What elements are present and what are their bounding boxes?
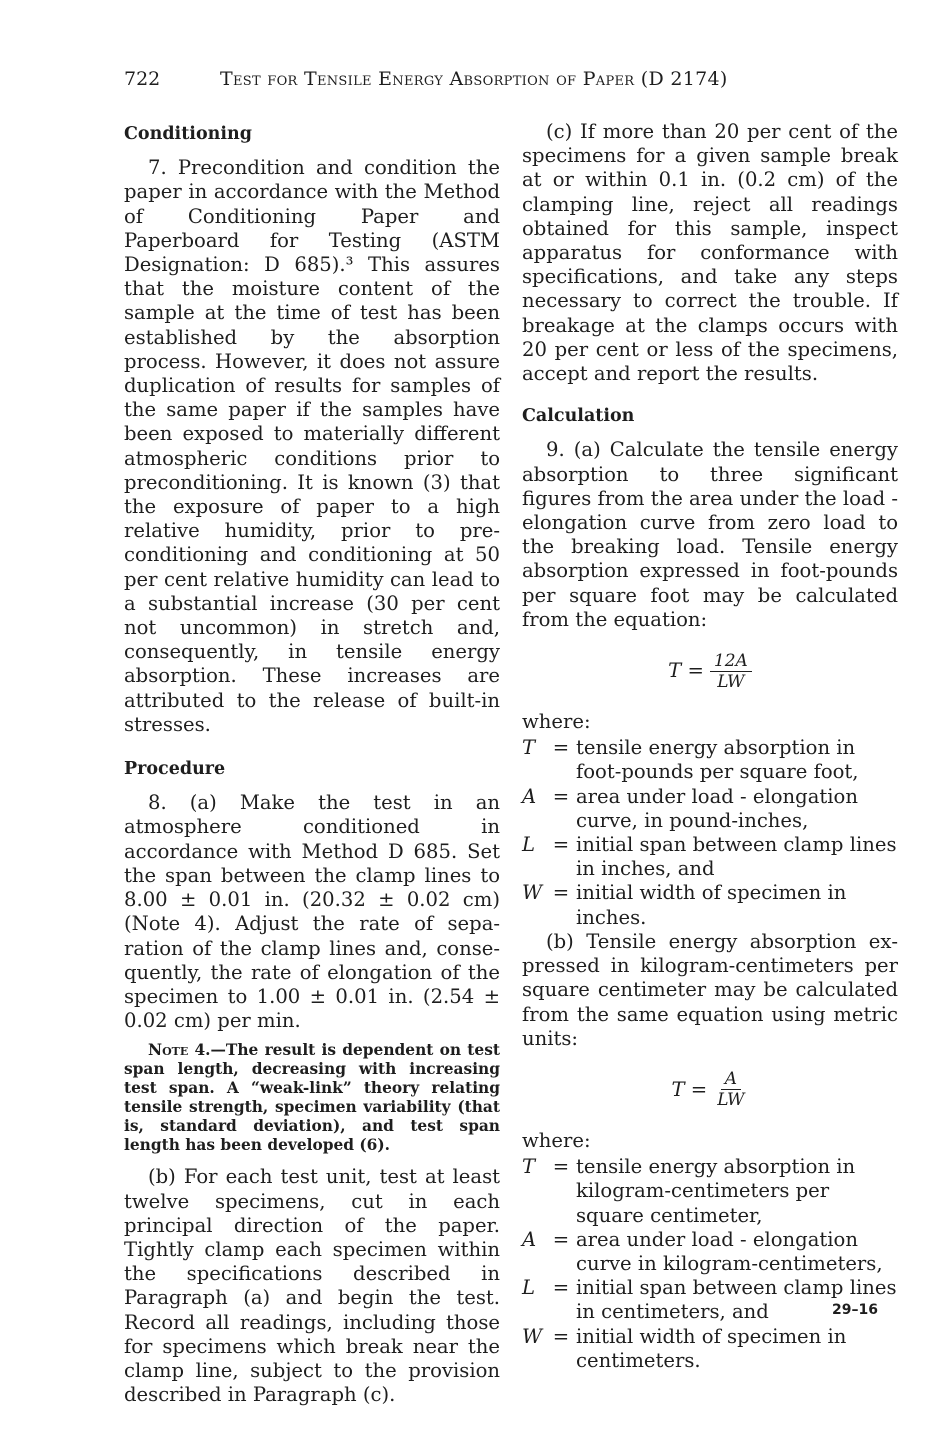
definition-text: initial width of specimen in centimeters. bbox=[576, 1324, 847, 1372]
running-title: Test for Tensile Energy Absorption of Paper (D 2174) bbox=[220, 68, 728, 90]
equation-lhs: T = bbox=[668, 658, 704, 682]
definition-item bbox=[522, 785, 898, 833]
fraction-numerator: 12A bbox=[710, 651, 752, 672]
paragraph-8a: 8. (a) Make the test in an atmosphere conditioned in accordance with Method D 685. Set the span between the clamp lines to 8.00 ± 0.01 in. (20.32 ± 0.02 cm) (Note 4). Adjust the rate of separation of the clamp lines and, consequently, the rate of elongation of the specimen to 1.00 ± 0.01 in. (2.54 ± 0.02 cm) per min. bbox=[124, 791, 500, 1033]
paragraph-9b: (b) Tensile energy absorption expressed in kilogram-centimeters per square centimeter may be calculated from the same equation using metric units: bbox=[522, 929, 898, 1050]
fraction-denominator: LW bbox=[717, 671, 745, 692]
equals-sign: = bbox=[552, 1276, 570, 1300]
section-heading-calculation: Calculation bbox=[522, 406, 635, 427]
where-label: where: bbox=[522, 710, 591, 734]
definition-text: tensile energy absorption in kilogram-centimeters per square centimeter, bbox=[576, 1155, 856, 1227]
definition-symbol: A bbox=[522, 784, 537, 808]
definition-item bbox=[522, 881, 898, 929]
definition-text: initial width of specimen in inches. bbox=[576, 881, 847, 929]
definition-symbol: A bbox=[522, 1227, 537, 1251]
definitions-list-2 bbox=[522, 1155, 898, 1373]
definition-text: initial span between clamp lines in inches, and bbox=[576, 833, 897, 881]
page-id: 29–16 bbox=[832, 1302, 878, 1318]
equals-sign: = bbox=[552, 881, 570, 905]
fraction-numerator: A bbox=[721, 1069, 741, 1090]
equals-sign: = bbox=[552, 736, 570, 760]
definition-symbol: T bbox=[522, 736, 536, 760]
note-label: Note 4. bbox=[148, 1041, 211, 1060]
fraction-denominator: LW bbox=[717, 1090, 745, 1111]
note-text: —The result is dependent on test span length, decreasing with increasing test span. A “weak-link” theory relating tensile strength, specimen variability (that is, standard deviation), and test span length has been developed (6). bbox=[124, 1041, 500, 1155]
definition-item bbox=[522, 833, 898, 881]
equation-1 bbox=[522, 640, 898, 702]
definitions-list-1 bbox=[522, 736, 898, 930]
definition-text: area under load - elongation curve in kilogram-centimeters, bbox=[576, 1227, 883, 1275]
definition-text: tensile energy absorption in foot-pounds per square foot, bbox=[576, 736, 859, 784]
fraction bbox=[713, 1069, 748, 1110]
equals-sign: = bbox=[552, 1227, 570, 1251]
equation-2 bbox=[522, 1059, 898, 1121]
definition-item bbox=[522, 736, 898, 784]
equals-sign: = bbox=[552, 833, 570, 857]
definition-symbol: L bbox=[522, 833, 536, 857]
definition-symbol: W bbox=[522, 881, 543, 905]
definition-symbol: W bbox=[522, 1324, 543, 1348]
paragraph-8b: (b) For each test unit, test at least twelve specimens, cut in each principal direction of the paper. Tightly clamp each specimen within the specifications described in Paragraph (a) and begin the test. Record all readings, including those for specimens which break near the clamp line, subject to the provision described in Paragraph (c). bbox=[124, 1165, 500, 1407]
equation-lhs: T = bbox=[671, 1077, 708, 1101]
section-heading-procedure: Procedure bbox=[124, 759, 226, 780]
paragraph-8c: (c) If more than 20 per cent of the specimens for a given sample break at or within 0.1 in. (0.2 cm) of the clamping line, reject all readings obtained for this sample, inspect apparatus for conformance with specifications, and take any steps necessary to correct the trouble. If breakage at the clamps occurs with 20 per cent or less of the specimens, accept and report the results. bbox=[522, 120, 898, 386]
paragraph-9a: 9. (a) Calculate the tensile energy absorption to three significant figures from the area under the load - elongation curve from zero load to the breaking load. Tensile energy absorption expressed in foot-pounds per square foot may be calculated from the equation: bbox=[522, 438, 898, 631]
equals-sign: = bbox=[552, 784, 570, 808]
definition-symbol: L bbox=[522, 1276, 536, 1300]
where-label: where: bbox=[522, 1128, 591, 1152]
right-column bbox=[522, 120, 898, 1373]
definition-text: initial span between clamp lines in centimeters, and bbox=[576, 1276, 897, 1324]
section-heading-conditioning: Conditioning bbox=[124, 124, 252, 144]
equals-sign: = bbox=[552, 1324, 570, 1348]
paragraph-7: 7. Precondition and condition the paper in accordance with the Method of Conditioning Paper and Paperboard for Testing (ASTM Designation: D 685).³ This assures that the moisture content of the sample at the time of test has been established by the absorption process. However, it does not assure duplication of results for samples of the same paper if the samples have been exposed to materially different atmospheric conditions prior to preconditioning. It is known (3) that the exposure of paper to a high relative humidity, prior to preconditioning and conditioning at 50 per cent relative humidity can lead to a substantial increase (30 per cent not uncommon) in stretch and, consequently, in tensile energy absorption. These increases are attributed to the release of built-in stresses. bbox=[124, 156, 500, 736]
definition-item bbox=[522, 1228, 898, 1276]
definition-item bbox=[522, 1155, 898, 1228]
definition-symbol: T bbox=[522, 1155, 536, 1179]
page-number: 722 bbox=[124, 68, 161, 90]
definition-text: area under load - elongation curve, in pound-inches, bbox=[576, 784, 858, 832]
left-column bbox=[124, 120, 500, 1407]
definition-item bbox=[522, 1325, 898, 1373]
fraction bbox=[710, 651, 752, 692]
note-4 bbox=[124, 1041, 500, 1155]
equals-sign: = bbox=[552, 1155, 570, 1179]
